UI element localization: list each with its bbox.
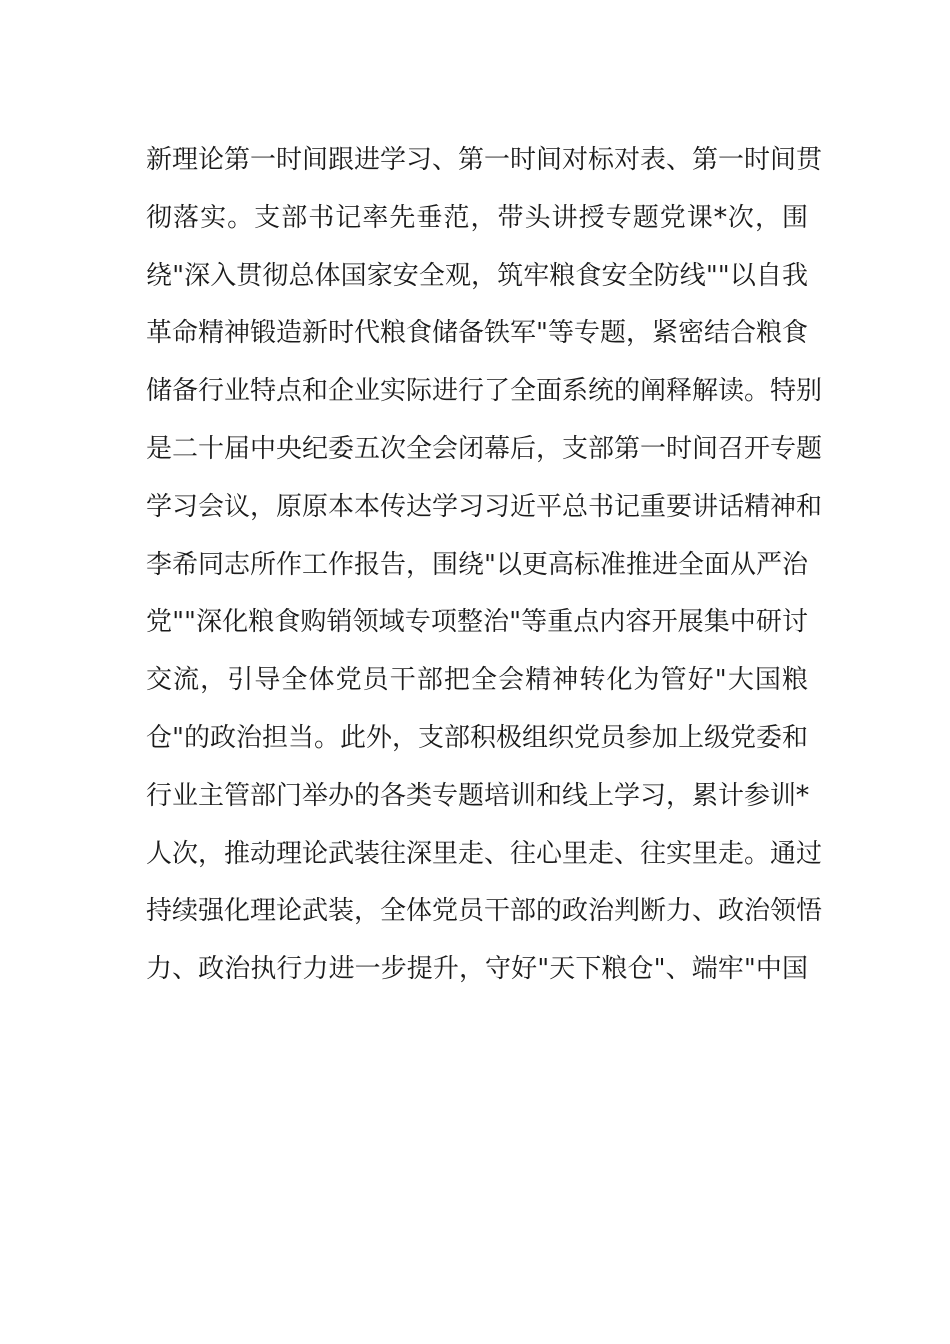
text-line: 是二十届中央纪委五次全会闭幕后，支部第一时间召开专题 xyxy=(146,433,823,464)
text-line: 绕"深入贯彻总体国家安全观，筑牢粮食安全防线""以自我 xyxy=(146,260,808,291)
text-line: 交流，引导全体党员干部把全会精神转化为管好"大国粮 xyxy=(146,665,808,696)
text-line: 革命精神锻造新时代粮食储备铁军"等专题，紧密结合粮食 xyxy=(146,318,808,349)
text-line: 行业主管部门举办的各类专题培训和线上学习，累计参训* xyxy=(146,780,810,811)
text-line: 李希同志所作工作报告，围绕"以更高标准推进全面从严治 xyxy=(146,549,808,580)
text-line: 学习会议，原原本本传达学习习近平总书记重要讲话精神和 xyxy=(146,491,823,522)
text-line: 储备行业特点和企业实际进行了全面系统的阐释解读。特别 xyxy=(146,376,823,407)
text-line: 力、政治执行力进一步提升，守好"天下粮仓"、端牢"中国 xyxy=(146,954,808,985)
text-line: 彻落实。支部书记率先垂范，带头讲授专题党课*次，围 xyxy=(146,202,808,233)
text-line: 持续强化理论武装，全体党员干部的政治判断力、政治领悟 xyxy=(146,896,823,927)
text-line: 仓"的政治担当。此外，支部积极组织党员参加上级党委和 xyxy=(146,722,808,753)
text-line: 人次，推动理论武装往深里走、往心里走、往实里走。通过 xyxy=(146,838,823,869)
text-line: 党""深化粮食购销领域专项整治"等重点内容开展集中研讨 xyxy=(146,607,808,638)
text-line: 新理论第一时间跟进学习、第一时间对标对表、第一时间贯 xyxy=(146,145,823,175)
body-paragraph xyxy=(146,132,823,999)
